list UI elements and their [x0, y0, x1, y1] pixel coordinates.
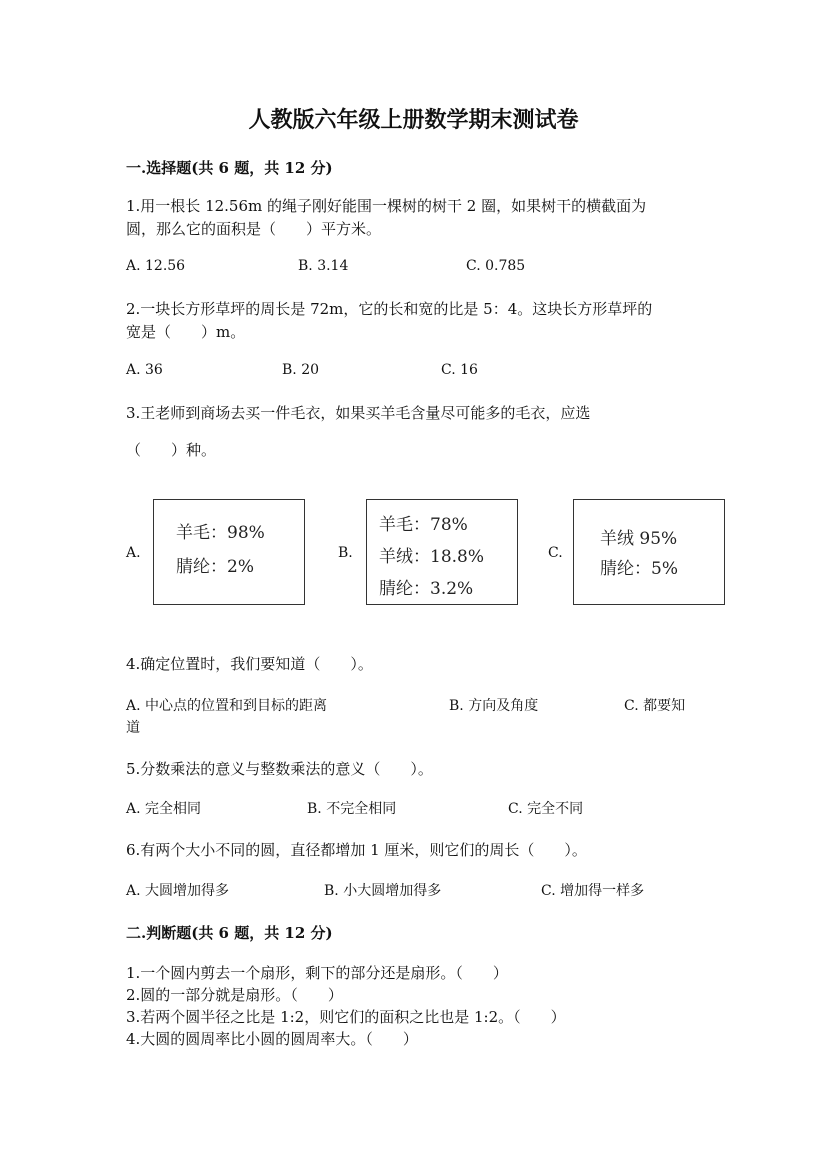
judgement-item-4: 4.大圆的圆周率比小圆的圆周率大。（ ）	[126, 1030, 418, 1048]
question-3-option-b-letter: B.	[338, 545, 353, 561]
question-1-line-2: 圆，那么它的面积是（ ）平方米。	[126, 220, 382, 238]
question-1-option-a: A. 12.56	[126, 258, 186, 274]
question-3-option-c-letter: C.	[548, 545, 563, 561]
box-a-line-1: 羊毛：98%	[176, 523, 265, 543]
judgement-item-2: 2.圆的一部分就是扇形。（ ）	[126, 986, 343, 1004]
question-3-option-a-letter: A.	[126, 545, 141, 561]
box-a-line-2: 腈纶：2%	[176, 557, 254, 577]
box-c-line-2: 腈纶：5%	[600, 559, 678, 579]
box-b-line-3: 腈纶：3.2%	[379, 579, 474, 599]
question-4-line-1: 4.确定位置时，我们要知道（ ）。	[126, 655, 373, 673]
question-4-option-c-wrap: 道	[126, 720, 140, 736]
question-4-option-c: C. 都要知	[624, 698, 686, 714]
question-5-option-b: B. 不完全相同	[307, 801, 397, 817]
question-3-line-2: （ ）种。	[126, 441, 217, 459]
question-2-option-c: C. 16	[441, 362, 478, 378]
question-5-line-1: 5.分数乘法的意义与整数乘法的意义（ ）。	[126, 760, 433, 778]
question-4-option-b: B. 方向及角度	[449, 698, 539, 714]
question-6-option-b: B. 小大圆增加得多	[324, 883, 442, 899]
question-3-option-c-label-box	[573, 499, 725, 605]
question-3-option-a-label-box	[153, 499, 305, 605]
question-4-option-a: A. 中心点的位置和到目标的距离	[126, 698, 328, 714]
judgement-item-3: 3.若两个圆半径之比是 1:2，则它们的面积之比也是 1:2。（ ）	[126, 1008, 566, 1026]
question-5-option-c: C. 完全不同	[508, 801, 584, 817]
box-c-line-1: 羊绒 95%	[600, 529, 678, 549]
question-6-option-a: A. 大圆增加得多	[126, 883, 230, 899]
page-title: 人教版六年级上册数学期末测试卷	[248, 107, 579, 133]
question-6-line-1: 6.有两个大小不同的圆，直径都增加 1 厘米，则它们的周长（ ）。	[126, 841, 587, 859]
section-heading-true-false: 二.判断题(共 6 题，共 12 分)	[126, 924, 333, 942]
question-2-option-a: A. 36	[126, 362, 163, 378]
question-5-option-a: A. 完全相同	[126, 801, 202, 817]
section-heading-choice: 一.选择题(共 6 题，共 12 分)	[126, 159, 333, 177]
question-2-option-b: B. 20	[282, 362, 320, 378]
box-b-line-1: 羊毛：78%	[379, 515, 468, 535]
question-2-line-1: 2.一块长方形草坪的周长是 72m，它的长和宽的比是 5：4。这块长方形草坪的	[126, 300, 653, 318]
question-6-option-c: C. 增加得一样多	[541, 883, 645, 899]
question-1-option-c: C. 0.785	[466, 258, 526, 274]
question-3-option-b-label-box	[366, 499, 518, 605]
box-b-line-2: 羊绒：18.8%	[379, 547, 485, 567]
question-2-line-2: 宽是（ ）m。	[126, 323, 246, 341]
question-1-option-b: B. 3.14	[298, 258, 349, 274]
question-1-line-1: 1.用一根长 12.56m 的绳子刚好能围一棵树的树干 2 圈，如果树干的横截面为	[126, 197, 647, 215]
question-3-line-1: 3.王老师到商场去买一件毛衣，如果买羊毛含量尽可能多的毛衣，应选	[126, 404, 591, 422]
judgement-item-1: 1.一个圆内剪去一个扇形，剩下的部分还是扇形。（ ）	[126, 964, 508, 982]
